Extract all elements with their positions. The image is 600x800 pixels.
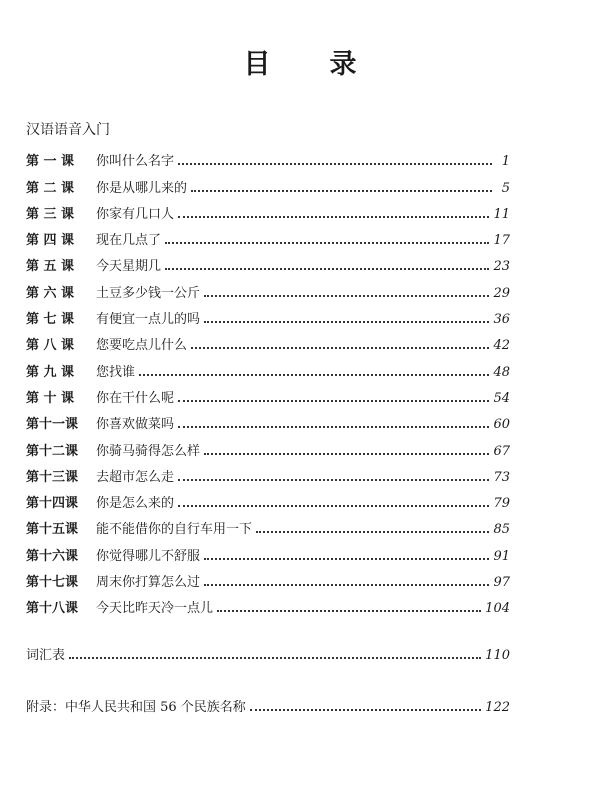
lesson-title: 能不能借你的自行车用一下 — [96, 522, 253, 538]
dot-leader — [178, 399, 489, 402]
dot-leader — [178, 504, 489, 507]
lesson-number: 第十一课 — [26, 417, 79, 433]
toc-list — [26, 143, 510, 616]
lesson-title: 你家有几口人 — [96, 206, 175, 222]
lesson-title: 你叫什么名字 — [96, 154, 175, 170]
toc-entry-lesson[interactable] — [26, 406, 510, 432]
lesson-title: 你在干什么呢 — [96, 390, 175, 406]
lesson-number: 第 三 课 — [26, 206, 75, 222]
appendix-page-number: 122 — [485, 700, 510, 715]
dot-leader — [178, 478, 489, 481]
lesson-number: 第 七 课 — [26, 312, 75, 328]
lesson-number: 第十八课 — [26, 601, 79, 617]
toc-entry-lesson[interactable] — [26, 564, 510, 590]
toc-entry-lesson[interactable] — [26, 380, 510, 406]
lesson-number: 第 十 课 — [26, 390, 75, 406]
toc-entry-lesson[interactable] — [26, 274, 510, 300]
lesson-page-number: 29 — [493, 285, 510, 301]
lesson-number: 第十五课 — [26, 522, 79, 538]
lesson-number: 第十七课 — [26, 575, 79, 591]
lesson-page-number: 23 — [493, 259, 510, 275]
dot-leader — [191, 189, 492, 192]
lesson-page-number: 1 — [501, 154, 510, 170]
dot-leader — [204, 294, 489, 297]
lesson-number: 第十六课 — [26, 548, 79, 564]
lesson-title: 你是怎么来的 — [96, 496, 175, 512]
lesson-number: 第 八 课 — [26, 338, 75, 354]
lesson-number: 第 九 课 — [26, 364, 75, 380]
lesson-page-number: 73 — [493, 469, 510, 485]
toc-entry-lesson[interactable] — [26, 169, 510, 195]
lesson-page-number: 48 — [493, 364, 510, 380]
lesson-title: 你觉得哪儿不舒服 — [96, 548, 201, 564]
toc-entry-lesson[interactable] — [26, 459, 510, 485]
lesson-title: 土豆多少钱一公斤 — [96, 285, 201, 301]
lesson-number: 第十四课 — [26, 496, 79, 512]
lesson-page-number: 60 — [493, 417, 510, 433]
lesson-title: 您要吃点儿什么 — [96, 338, 188, 354]
lesson-title: 您找谁 — [96, 364, 136, 380]
dot-leader — [178, 425, 489, 428]
dot-leader — [256, 530, 489, 533]
appendix-label: 附录：中华人民共和国 56 个民族名称 — [26, 700, 246, 715]
lesson-page-number: 11 — [493, 206, 510, 222]
toc-entry-lesson[interactable] — [26, 196, 510, 222]
lesson-number: 第 二 课 — [26, 180, 75, 196]
dot-leader — [204, 320, 489, 323]
toc-entry-appendix[interactable] — [26, 696, 510, 715]
lesson-page-number: 97 — [493, 575, 510, 591]
lesson-number: 第十三课 — [26, 469, 79, 485]
lesson-title: 今天星期几 — [96, 259, 162, 275]
toc-entry-lesson[interactable] — [26, 301, 510, 327]
lesson-title: 去超市怎么走 — [96, 469, 175, 485]
lesson-page-number: 91 — [493, 548, 510, 564]
page-title: 目 录 — [243, 49, 373, 80]
dot-leader — [178, 215, 489, 218]
vocabulary-page-number: 110 — [485, 648, 510, 663]
lesson-number: 第 四 课 — [26, 233, 75, 249]
dot-leader — [217, 609, 481, 612]
lesson-page-number: 54 — [493, 390, 510, 406]
dot-leader — [204, 452, 489, 455]
lesson-page-number: 67 — [493, 443, 510, 459]
dot-leader — [191, 346, 489, 349]
lesson-page-number: 85 — [493, 522, 510, 538]
lesson-number: 第 一 课 — [26, 154, 75, 170]
dot-leader — [250, 708, 481, 711]
toc-entry-lesson[interactable] — [26, 353, 510, 379]
lesson-title: 你骑马骑得怎么样 — [96, 443, 201, 459]
toc-entry-lesson[interactable] — [26, 537, 510, 563]
lesson-title: 你是从哪儿来的 — [96, 180, 188, 196]
lesson-page-number: 79 — [493, 496, 510, 512]
lesson-page-number: 5 — [501, 180, 510, 196]
toc-entry-lesson[interactable] — [26, 432, 510, 458]
lesson-page-number: 104 — [485, 601, 510, 617]
lesson-number: 第十二课 — [26, 443, 79, 459]
toc-entry-vocabulary[interactable] — [26, 644, 510, 663]
section-heading: 汉语语音入门 — [26, 122, 110, 138]
toc-entry-lesson[interactable] — [26, 327, 510, 353]
dot-leader — [165, 267, 489, 270]
dot-leader — [165, 241, 489, 244]
lesson-number: 第 六 课 — [26, 285, 75, 301]
dot-leader — [69, 656, 481, 659]
lesson-title: 有便宜一点儿的吗 — [96, 312, 201, 328]
lesson-page-number: 36 — [493, 312, 510, 328]
vocabulary-label: 词汇表 — [26, 648, 66, 663]
dot-leader — [178, 162, 492, 165]
lesson-page-number: 17 — [493, 233, 510, 249]
toc-entry-lesson[interactable] — [26, 511, 510, 537]
lesson-title: 今天比昨天冷一点儿 — [96, 601, 214, 617]
lesson-number: 第 五 课 — [26, 259, 75, 275]
dot-leader — [139, 373, 489, 376]
lesson-page-number: 42 — [493, 338, 510, 354]
toc-entry-lesson[interactable] — [26, 222, 510, 248]
lesson-title: 你喜欢做菜吗 — [96, 417, 175, 433]
lesson-title: 现在几点了 — [96, 233, 162, 249]
dot-leader — [204, 583, 489, 586]
toc-entry-lesson[interactable] — [26, 143, 510, 169]
toc-entry-lesson[interactable] — [26, 590, 510, 616]
dot-leader — [204, 557, 489, 560]
lesson-title: 周末你打算怎么过 — [96, 575, 201, 591]
toc-entry-lesson[interactable] — [26, 248, 510, 274]
toc-entry-lesson[interactable] — [26, 485, 510, 511]
